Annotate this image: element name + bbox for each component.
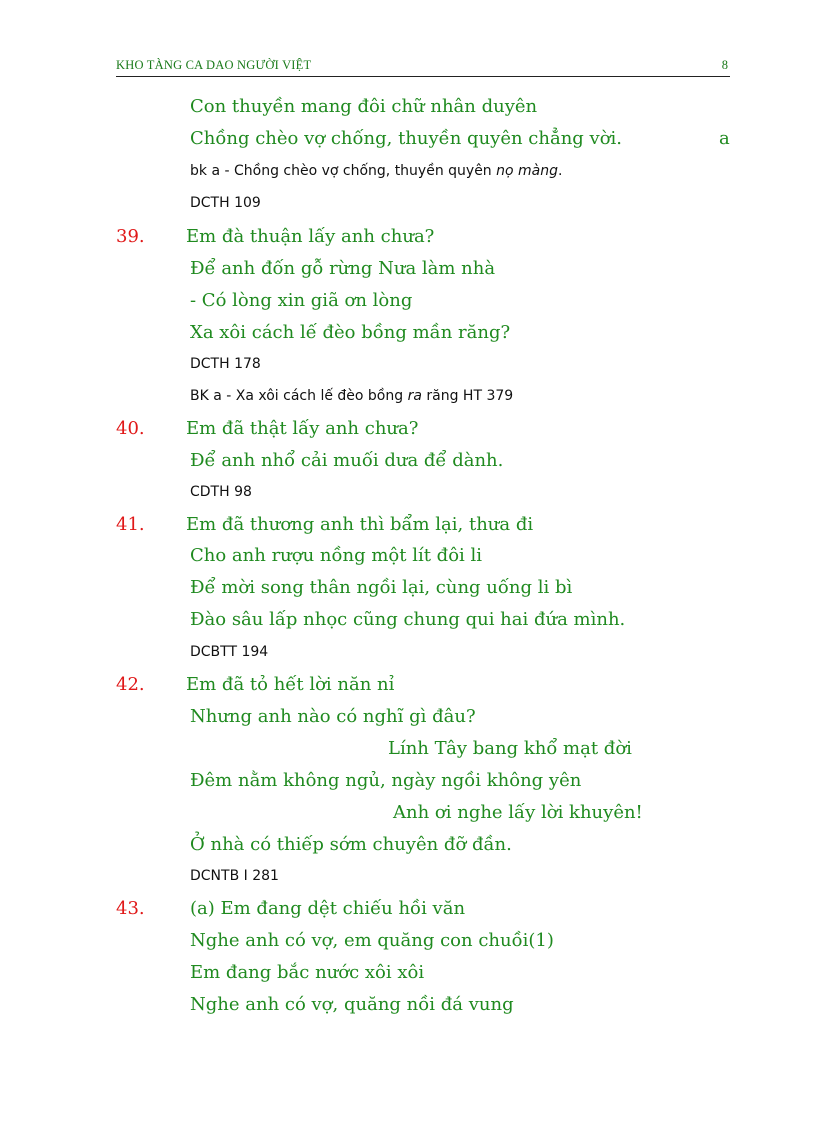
- verse-line: Nhưng anh nào có nghĩ gì đâu?: [190, 706, 476, 727]
- verse-line: - Có lòng xin giã ơn lòng: [190, 290, 413, 311]
- verse-line-indented: Anh ơi nghe lấy lời khuyên!: [393, 802, 643, 823]
- variant-note-italic: nọ màng: [496, 163, 559, 179]
- entry-number: 40.: [116, 418, 145, 439]
- verse-line: Đào sâu lấp nhọc cũng chung qui hai đứa mình.: [190, 609, 626, 630]
- verse-line: Cho anh rượu nồng một lít đôi li: [190, 545, 483, 566]
- source-reference: DCBTT 194: [190, 644, 269, 660]
- running-header: [116, 56, 730, 77]
- variant-note-end: răng HT 379: [421, 388, 514, 404]
- verse-line: Em đang bắc nước xôi xôi: [190, 962, 425, 983]
- source-reference: DCNTB I 281: [190, 868, 279, 884]
- verse-line: Để anh đốn gỗ rừng Nưa làm nhà: [190, 258, 496, 279]
- verse-line-indented: Lính Tây bang khổ mạt đời: [388, 738, 632, 759]
- verse-line: Con thuyền mang đôi chữ nhân duyên: [190, 96, 538, 117]
- verse-line: Em đà thuận lấy anh chưa?: [186, 226, 435, 247]
- verse-line: Để anh nhổ cải muối dưa để dành.: [190, 450, 504, 471]
- verse-line: Để mời song thân ngồi lại, cùng uống li bì: [190, 577, 573, 598]
- variant-marker: a: [719, 128, 730, 149]
- variant-note-italic: ra: [407, 388, 422, 404]
- verse-line: Xa xôi cách lế đèo bồng mần răng?: [190, 322, 511, 343]
- variant-note: [190, 163, 562, 179]
- verse-line: (a) Em đang dệt chiếu hồi văn: [190, 898, 466, 919]
- verse-line: Em đã tỏ hết lời năn nỉ: [186, 674, 395, 695]
- entry-number: 39.: [116, 226, 145, 247]
- variant-note-text: BK a - Xa xôi cách lế đèo bồng: [190, 388, 408, 404]
- entry-number: 43.: [116, 898, 145, 919]
- source-reference: DCTH 109: [190, 195, 261, 211]
- page-number: 8: [721, 58, 728, 72]
- verse-line: Ở nhà có thiếp sớm chuyên đỡ đần.: [190, 834, 512, 855]
- verse-line: Em đã thật lấy anh chưa?: [186, 418, 419, 439]
- verse-line: Đêm nằm không ngủ, ngày ngồi không yên: [190, 770, 582, 791]
- source-reference: CDTH 98: [190, 484, 252, 500]
- verse-line: Chồng chèo vợ chống, thuyền quyên chẳng vời.: [190, 128, 623, 149]
- verse-line: Nghe anh có vợ, em quăng con chuồi(1): [190, 930, 554, 951]
- variant-note: [190, 388, 513, 404]
- variant-note-text: bk a - Chồng chèo vợ chống, thuyền quyên: [190, 163, 497, 179]
- entry-number: 41.: [116, 514, 145, 535]
- entry-number: 42.: [116, 674, 145, 695]
- header-title: KHO TÀNG CA DAO NGƯỜI VIỆT: [116, 58, 312, 72]
- source-reference: DCTH 178: [190, 356, 261, 372]
- verse-line: Nghe anh có vợ, quăng nồi đá vung: [190, 994, 514, 1015]
- verse-line: Em đã thương anh thì bẩm lại, thưa đi: [186, 514, 534, 535]
- variant-note-end: .: [558, 163, 563, 179]
